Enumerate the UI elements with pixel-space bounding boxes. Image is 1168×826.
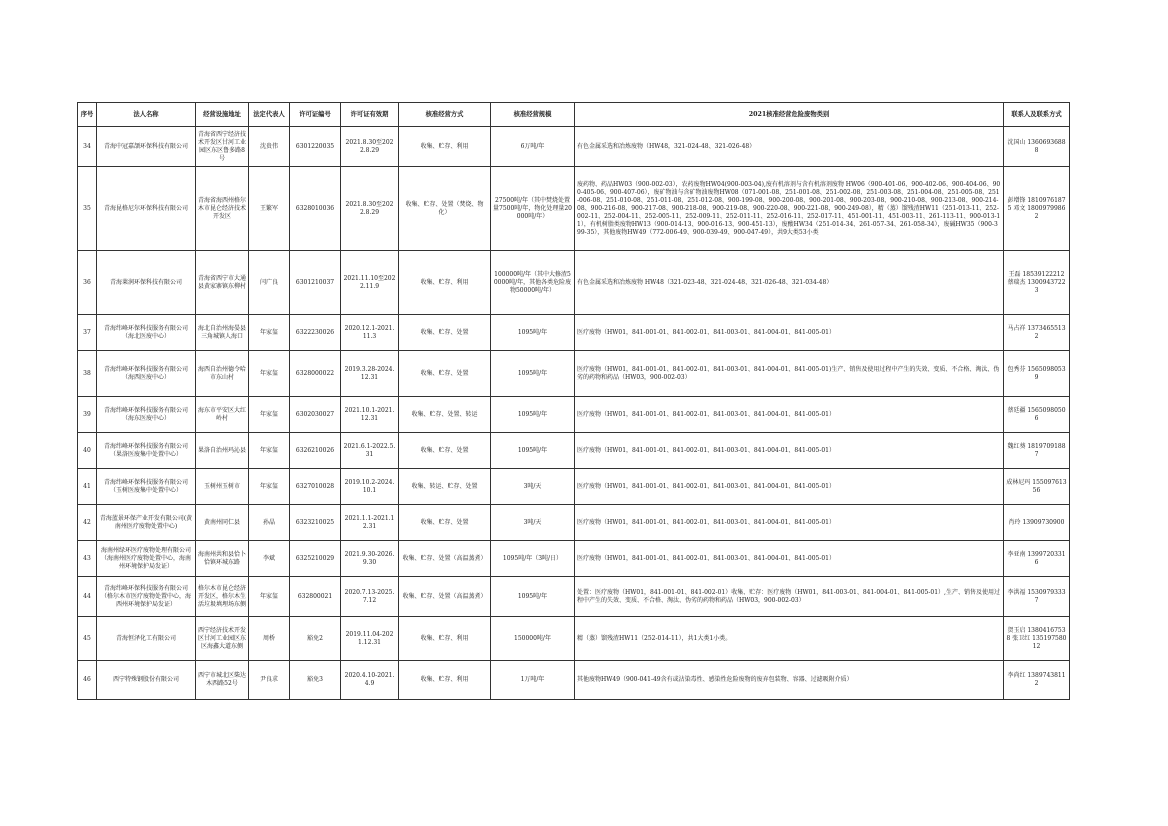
business-scale: 1095吨/年	[491, 397, 575, 433]
facility-address: 海南州共和县恰卜恰镇环城东路	[196, 541, 249, 577]
row-number: 34	[78, 127, 97, 167]
contact-info: 李尚红 13897438112	[1004, 661, 1070, 700]
business-scale: 3吨/天	[491, 469, 575, 505]
legal-representative: 孙晶	[249, 505, 290, 541]
license-validity: 2021.1.1-2021.12.31	[341, 505, 399, 541]
table-row	[78, 661, 1070, 700]
facility-address: 格尔木市昆仑经济开发区，格尔木生活垃圾填埋场东侧	[196, 577, 249, 617]
business-mode: 收集、贮存、处置、转运	[399, 397, 491, 433]
waste-category: 有色金属采选和冶炼废物（HW48，321-024-48、321-026-48）	[575, 127, 1004, 167]
contact-info: 李洪福 15309793337	[1004, 577, 1070, 617]
contact-info: 贺玉启 13804167538 张卫红 13519758012	[1004, 617, 1070, 661]
hazardous-waste-license-table	[77, 102, 1070, 700]
contact-info: 沈国山 13606936888	[1004, 127, 1070, 167]
table-row	[78, 397, 1070, 433]
facility-address: 海北自治州海晏县三角城镇人海口	[196, 315, 249, 351]
license-validity: 2021.8.30至2022.8.29	[341, 127, 399, 167]
business-mode: 收集、贮存、处置	[399, 351, 491, 397]
contact-info: 王磊 18539122212 蔡瑞杰 13009437223	[1004, 251, 1070, 315]
table-row	[78, 505, 1070, 541]
row-number: 45	[78, 617, 97, 661]
license-validity: 2021.11.10至2022.11.9	[341, 251, 399, 315]
business-scale: 1万吨/年	[491, 661, 575, 700]
license-validity: 2021.9.30-2026.9.30	[341, 541, 399, 577]
header-address: 经营设施地址	[196, 103, 249, 127]
contact-info: 李亚南 13997203316	[1004, 541, 1070, 577]
waste-category: 医疗废物（HW01，841-001-01、841-002-01、841-003-01、841-004-01、841-005-01）	[575, 469, 1004, 505]
facility-address: 海东市平安区大红岭村	[196, 397, 249, 433]
legal-representative: 年家玺	[249, 351, 290, 397]
facility-address: 玉树州玉树市	[196, 469, 249, 505]
legal-representative: 年家玺	[249, 577, 290, 617]
company-name: 海南州绿环医疗废物处理有限公司（海南州医疗废物处置中心，海南州环境保护局发证）	[97, 541, 196, 577]
legal-representative: 年家玺	[249, 315, 290, 351]
waste-category: 处置：医疗废物（HW01，841-001-01、841-002-01）收集、贮存：医疗废物（HW01，841-003-01、841-004-01、841-005-01）,生产、销售及使用过程中产生的失效、变质、不合格、淘汰、伪劣的药物和药品（HW03，900-002-03）	[575, 577, 1004, 617]
license-validity: 2021.10.1-2021.12.31	[341, 397, 399, 433]
license-validity: 2021.8.30至2022.8.29	[341, 167, 399, 251]
contact-info: 成林尼玛 15509761356	[1004, 469, 1070, 505]
license-number: 632800021	[290, 577, 341, 617]
row-number: 36	[78, 251, 97, 315]
header-name: 法人名称	[97, 103, 196, 127]
business-mode: 收集、贮存、处置（高温蒸煮）	[399, 541, 491, 577]
company-name: 青海蓝景环保产业开发有限公司(黄南州医疗废物处置中心)	[97, 505, 196, 541]
company-name: 青海纬峰环保科技服务有限公司（玉树医废集中处置中心）	[97, 469, 196, 505]
header-validity: 许可证有效期	[341, 103, 399, 127]
business-scale: 1095吨/年	[491, 315, 575, 351]
business-mode: 收集、贮存、处置	[399, 505, 491, 541]
facility-address: 青海省西宁市大通县黄家寨镇东柳村	[196, 251, 249, 315]
waste-category: 废药物、药品HW03（900-002-03），农药废物HW04(900-003-04),废有机溶剂与含有机溶剂废物 HW06（900-401-06、900-402-06、900-404-06、900-405-06、900-407-06），废矿物油与含矿物油废物HW08（071-001-08、251-001-08、251-002-08、251-003-08、251-004-08、251-005-08、251-006-08、251-010-08、251-011-08、251-012-08、900-199-08、900-200-08、900-201-08、900-203-08、900-210-08、900-213-08、900-214-08、900-216-08、900-217-08、900-218-08、900-219-08、900-220-08、900-221-08、900-249-08），精（蒸）馏残渣HW11（251-013-11、252-002-11、252-004-11、252-005-11、252-009-11、252-011-11、252-016-11、252-017-11、451-001-11、451-003-11、261-113-11、900-013-11），有机树脂类废物HW13（900-014-13、900-016-13、900-451-13），废酸HW34（251-014-34、261-057-34、261-058-34），废碱HW35（900-399-35），其他废物HW49（772-006-49、900-039-49、900-047-49），共9大类53小类	[575, 167, 1004, 251]
facility-address: 青海省海西州格尔木市昆仑经济技术开发区	[196, 167, 249, 251]
legal-representative: 闫广良	[249, 251, 290, 315]
header-contact: 联系人及联系方式	[1004, 103, 1070, 127]
license-validity: 2021.6.1-2022.5.31	[341, 433, 399, 469]
contact-info: 魏红葵 18197091887	[1004, 433, 1070, 469]
header-mode: 核准经营方式	[399, 103, 491, 127]
business-mode: 收集、贮存、利用	[399, 617, 491, 661]
waste-category: 医疗废物（HW01，841-001-01、841-002-01、841-003-01、841-004-01、841-005-01）	[575, 315, 1004, 351]
business-mode: 收集、贮存、利用	[399, 661, 491, 700]
business-mode: 收集、贮存、利用	[399, 251, 491, 315]
license-validity: 2020.7.13-2025.7.12	[341, 577, 399, 617]
row-number: 35	[78, 167, 97, 251]
waste-category: 有色金属采选和冶炼废物 HW48（321-023-48、321-024-48、321-026-48、321-034-48）	[575, 251, 1004, 315]
license-number: 6302030027	[290, 397, 341, 433]
facility-address: 西宁市城北区柴达木西路52号	[196, 661, 249, 700]
legal-representative: 周桥	[249, 617, 290, 661]
table-row	[78, 351, 1070, 397]
business-scale: 6万吨/年	[491, 127, 575, 167]
header-no: 序号	[78, 103, 97, 127]
facility-address: 海西自治州德令哈市东山村	[196, 351, 249, 397]
license-number: 豁免2	[290, 617, 341, 661]
table-row	[78, 251, 1070, 315]
facility-address: 果洛自治州玛沁县	[196, 433, 249, 469]
header-license: 许可证编号	[290, 103, 341, 127]
document-sheet	[77, 102, 1069, 700]
company-name: 青海恒泽化工有限公司	[97, 617, 196, 661]
business-scale: 1095吨/年	[491, 351, 575, 397]
table-header-row	[78, 103, 1070, 127]
business-scale: 1095吨/年	[491, 433, 575, 469]
license-number: 6325210029	[290, 541, 341, 577]
business-scale: 27500吨/年（其中焚烧处置量7500吨/年，物化处理量20000吨/年）	[491, 167, 575, 251]
header-scale: 核准经营规模	[491, 103, 575, 127]
row-number: 40	[78, 433, 97, 469]
company-name: 青海纬峰环保科技服务有限公司（海北医废中心）	[97, 315, 196, 351]
company-name: 青海纬峰环保科技服务有限公司（格尔木市医疗废物处置中心，海西州环境保护局发证）	[97, 577, 196, 617]
contact-info: 蔡廷疆 15650980506	[1004, 397, 1070, 433]
row-number: 41	[78, 469, 97, 505]
license-validity: 2020.4.10-2021.4.9	[341, 661, 399, 700]
row-number: 46	[78, 661, 97, 700]
row-number: 44	[78, 577, 97, 617]
legal-representative: 李斌	[249, 541, 290, 577]
table-row	[78, 315, 1070, 351]
header-representative: 法定代表人	[249, 103, 290, 127]
facility-address: 西宁经济技术开发区甘河工业园区东区海鑫大道东侧	[196, 617, 249, 661]
waste-category: 医疗废物（HW01，841-001-01、841-002-01、841-003-01、841-004-01、841-005-01）	[575, 433, 1004, 469]
row-number: 42	[78, 505, 97, 541]
waste-category: 医疗废物（HW01，841-001-01、841-002-01、841-003-01、841-004-01、841-005-01)生产、销售及使用过程中产生的失效、变质、不合格、淘汰、伪劣的药物和药品（HW03，900-002-03）	[575, 351, 1004, 397]
legal-representative: 王繁军	[249, 167, 290, 251]
company-name: 青海莱润环保科技有限公司	[97, 251, 196, 315]
row-number: 38	[78, 351, 97, 397]
business-mode: 收集、贮存、处置（高温蒸煮）	[399, 577, 491, 617]
business-scale: 150000吨/年	[491, 617, 575, 661]
row-number: 37	[78, 315, 97, 351]
table-row	[78, 469, 1070, 505]
waste-category: 医疗废物（HW01，841-001-01、841-002-01、841-003-01、841-004-01、841-005-01）	[575, 397, 1004, 433]
license-number: 6326210026	[290, 433, 341, 469]
facility-address: 黄南州同仁县	[196, 505, 249, 541]
table-row	[78, 541, 1070, 577]
license-validity: 2019.11.04-2021.12.31	[341, 617, 399, 661]
company-name: 青海中冠嘉颉环保科技有限公司	[97, 127, 196, 167]
waste-category: 精（蒸）馏残渣HW11（252-014-11），共1大类1小类。	[575, 617, 1004, 661]
contact-info: 包秀芬 15650980539	[1004, 351, 1070, 397]
legal-representative: 年家玺	[249, 433, 290, 469]
license-validity: 2019.10.2-2024.10.1	[341, 469, 399, 505]
waste-category: 医疗废物（HW01，841-001-01、841-002-01、841-003-01、841-004-01、841-005-01）	[575, 505, 1004, 541]
header-category: 2021核准经营危险废物类别	[575, 103, 1004, 127]
legal-representative: 年家玺	[249, 397, 290, 433]
facility-address: 青海省西宁经济技术开发区甘河工业园区东区鲁多路8号	[196, 127, 249, 167]
table-row	[78, 167, 1070, 251]
business-scale: 1095吨/年	[491, 577, 575, 617]
license-number: 6327010028	[290, 469, 341, 505]
license-number: 6322230026	[290, 315, 341, 351]
business-mode: 收集、转运、贮存、处置	[399, 469, 491, 505]
license-validity: 2019.3.28-2024.12.31	[341, 351, 399, 397]
waste-category: 其他废物HW49（900-041-49含有或沾染毒性、感染性危险废物的废弃包装物、容器、过滤吸附介质）	[575, 661, 1004, 700]
business-mode: 收集、贮存、处置	[399, 315, 491, 351]
table-row	[78, 577, 1070, 617]
contact-info: 肖玲 13909730900	[1004, 505, 1070, 541]
license-number: 6301220035	[290, 127, 341, 167]
company-name: 西宁特殊钢股份有限公司	[97, 661, 196, 700]
license-number: 6328000022	[290, 351, 341, 397]
table-row	[78, 617, 1070, 661]
legal-representative: 年家玺	[249, 469, 290, 505]
waste-category: 医疗废物（HW01，841-001-01、841-002-01、841-003-01、841-004-01、841-005-01）	[575, 541, 1004, 577]
business-scale: 100000吨/年（其中大修渣50000吨/年，其他各类危险废物50000吨/年）	[491, 251, 575, 315]
license-number: 6301210037	[290, 251, 341, 315]
row-number: 43	[78, 541, 97, 577]
license-validity: 2020.12.1-2021.11.3	[341, 315, 399, 351]
row-number: 39	[78, 397, 97, 433]
business-scale: 3吨/天	[491, 505, 575, 541]
company-name: 青海昆格尼尔环保科技有限公司	[97, 167, 196, 251]
contact-info: 彭增锋 18109761875 邓文 18009799862	[1004, 167, 1070, 251]
company-name: 青海纬峰环保科技服务有限公司（果洛医废集中处置中心）	[97, 433, 196, 469]
legal-representative: 沈贵伟	[249, 127, 290, 167]
business-mode: 收集、贮存、利用	[399, 127, 491, 167]
license-number: 6328010036	[290, 167, 341, 251]
legal-representative: 尹良求	[249, 661, 290, 700]
license-number: 豁免3	[290, 661, 341, 700]
business-mode: 收集、贮存、处置（焚烧、物化）	[399, 167, 491, 251]
table-row	[78, 433, 1070, 469]
business-scale: 1095吨/年（3吨/日）	[491, 541, 575, 577]
table-row	[78, 127, 1070, 167]
company-name: 青海纬峰环保科技服务有限公司（海西医废中心）	[97, 351, 196, 397]
company-name: 青海纬峰环保科技服务有限公司（海东医废中心）	[97, 397, 196, 433]
contact-info: 马占祥 13734655132	[1004, 315, 1070, 351]
business-mode: 收集、贮存、处置	[399, 433, 491, 469]
license-number: 6323210025	[290, 505, 341, 541]
